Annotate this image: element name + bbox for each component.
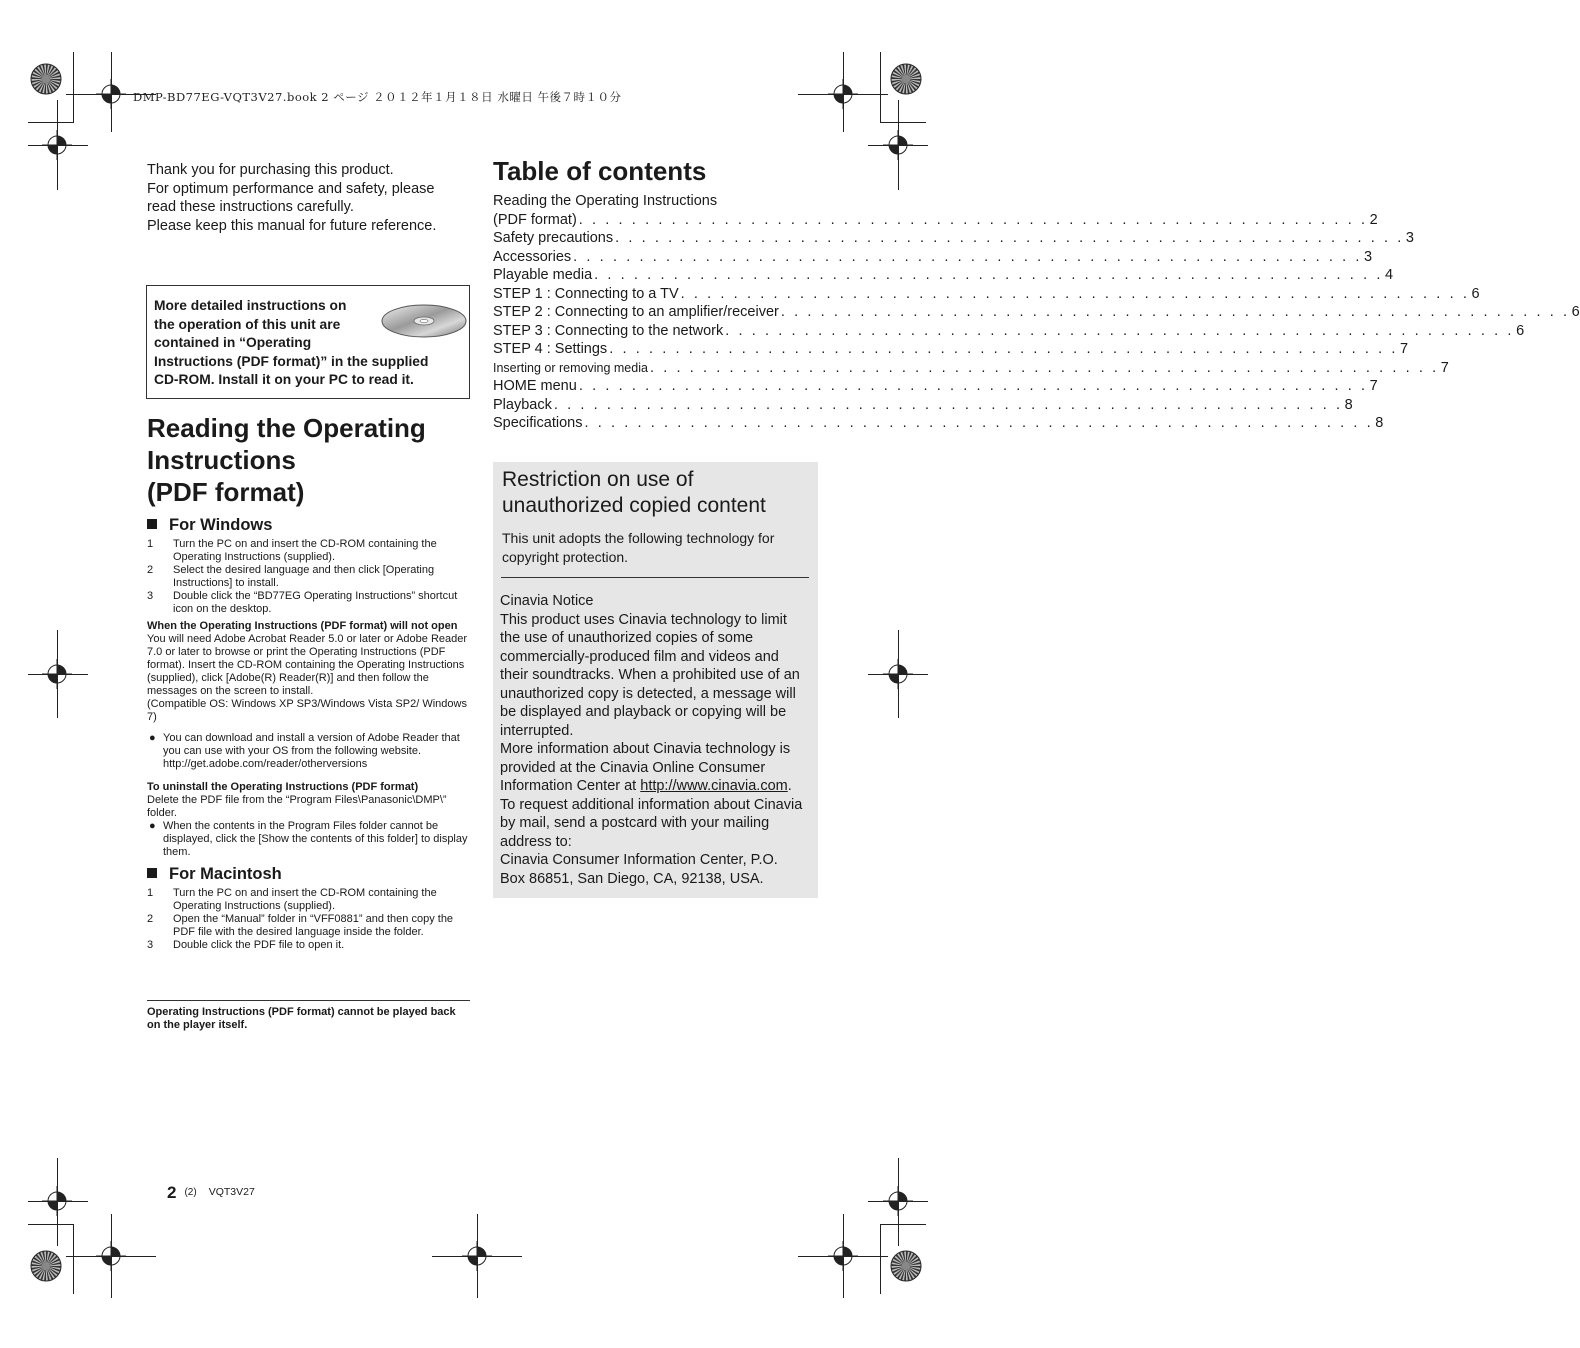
toc-entry: STEP 3 : Connecting to the network . . . . . . . . . . . . . . . . . . . . . . . . . . . . . . . . . . . . . . . . . . . . . . . . . . . . . . . . . . . . 6 — [493, 322, 1525, 339]
crop-line — [880, 122, 926, 123]
book-header-line: DMP-BD77EG-VQT3V27.book 2 ページ ２０１２年１月１８日 水曜日 午後７時１０分 — [133, 90, 622, 104]
toc-entry: Playback . . . . . . . . . . . . . . . . . . . . . . . . . . . . . . . . . . . . . . . . . . . . . . . . . . . . . . . . . . . . 8 — [493, 396, 1353, 413]
restriction-title: Restriction on use of unauthorized copied content — [502, 468, 766, 517]
toc-title: Table of contents — [493, 156, 707, 186]
toc-entry: Inserting or removing media . . . . . . . . . . . . . . . . . . . . . . . . . . . . . . . . . . . . . . . . . . . . . . . . . . . . . . . . . . . . 7 — [493, 359, 1449, 376]
leader-dots: . . . . . . . . . . . . . . . . . . . . . . . . . . . . . . . . . . . . . . . . . . . . . . . . . . . . . . . . . . . . — [649, 359, 1439, 376]
crop-line — [880, 52, 881, 122]
crop-line — [28, 1201, 88, 1202]
uninstall-heading: To uninstall the Operating Instructions (PDF format) — [147, 781, 419, 793]
macintosh-heading: For Macintosh — [147, 865, 469, 884]
bullet-icon: ● — [149, 732, 156, 744]
crop-line — [868, 1201, 928, 1202]
list-item: 1 Turn the PC on and insert the CD-ROM containing the Operating Instructions (supplied). — [147, 538, 437, 563]
crop-line — [898, 1158, 899, 1246]
bullet-icon: ● — [149, 820, 156, 832]
leader-dots: . . . . . . . . . . . . . . . . . . . . . . . . . . . . . . . . . . . . . . . . . . . . . . . . . . . . . . . . . . . . — [680, 285, 1470, 302]
crop-line — [28, 122, 74, 123]
color-star-target-icon — [30, 63, 62, 95]
toc-entry: Playable media . . . . . . . . . . . . . . . . . . . . . . . . . . . . . . . . . . . . . . . . . . . . . . . . . . . . . . . . . . . . 4 — [493, 267, 1394, 283]
not-open-heading: When the Operating Instructions (PDF format) will not open — [147, 620, 458, 632]
divider — [501, 577, 809, 578]
macintosh-steps — [147, 887, 469, 952]
reading-section-title: Reading the Operating Instructions (PDF format) — [147, 413, 426, 507]
uninstall-text: Delete the PDF file from the “Program Files\Panasonic\DMP\” folder. — [147, 794, 447, 819]
color-star-target-icon — [890, 1250, 922, 1282]
playback-note: Operating Instructions (PDF format) cannot be played back on the player itself. — [147, 1006, 456, 1031]
list-item: 1 Turn the PC on and insert the CD-ROM containing the Operating Instructions (supplied). — [147, 887, 437, 912]
toc-entry: Specifications . . . . . . . . . . . . . . . . . . . . . . . . . . . . . . . . . . . . . . . . . . . . . . . . . . . . . . . . . . . . 8 — [493, 415, 1384, 431]
doc-code: VQT3V27 — [208, 1186, 255, 1198]
crop-line — [28, 145, 88, 146]
square-bullet-icon — [147, 868, 157, 878]
toc-entry: HOME menu . . . . . . . . . . . . . . . . . . . . . . . . . . . . . . . . . . . . . . . . . . . . . . . . . . . . . . . . . . . . 7 — [493, 378, 1378, 394]
cd-rom-icon — [381, 304, 467, 338]
toc-entry: STEP 1 : Connecting to a TV . . . . . . . . . . . . . . . . . . . . . . . . . . . . . . . . . . . . . . . . . . . . . . . . . . . . . . . . . . . . 6 — [493, 285, 1480, 302]
windows-heading: For Windows — [147, 516, 469, 535]
restriction-box — [493, 462, 818, 898]
crop-line — [73, 52, 74, 122]
cinavia-notice: Cinavia Notice This product uses Cinavia technology to limit the use of unauthorized copies of some commercially-produced film and videos and their soundtracks. When a prohibited use of an unauthorized copy is detected, a message will be displayed and playback or copying will be interrupted. More information about Cinavia technology is provided at the Cinavia Online Consumer Information Center at http://www.cinavia.com. To request additional information about Cinavia by mail, send a postcard with your mailing address to: Cinavia Consumer Information Center, P.O. Box 86851, San Diego, CA, 92138, USA. — [500, 593, 803, 887]
crop-line — [111, 52, 112, 132]
windows-section — [147, 516, 469, 952]
cd-rom-notice-box: More detailed instructions on the operation of this unit are contained in “Operating Instructions (PDF format)” in the supplied CD-ROM. Install it on your PC to read it. — [146, 285, 470, 399]
color-star-target-icon — [30, 1250, 62, 1282]
leader-dots: . . . . . . . . . . . . . . . . . . . . . . . . . . . . . . . . . . . . . . . . . . . . . . . . . . . . . . . . . . . . — [780, 304, 1570, 320]
crop-line — [843, 52, 844, 132]
crop-line — [66, 1256, 156, 1257]
page-number: 2 — [167, 1183, 177, 1202]
crop-line — [57, 1158, 58, 1246]
crop-line — [880, 1224, 926, 1225]
download-bullet: ● You can download and install a version of Adobe Reader that you can use with your OS from the following website. http://get.adobe.com/reader/otherversions — [149, 732, 460, 770]
page-footer — [167, 1182, 255, 1203]
crop-line — [28, 674, 88, 675]
toc-list — [493, 192, 1580, 433]
restriction-intro: This unit adopts the following technology for copyright protection. — [502, 530, 775, 565]
crop-line — [868, 674, 928, 675]
crop-line — [798, 1256, 888, 1257]
crop-line — [432, 1256, 522, 1257]
page-ref: (2) — [184, 1187, 197, 1198]
toc-entry: STEP 4 : Settings . . . . . . . . . . . . . . . . . . . . . . . . . . . . . . . . . . . . . . . . . . . . . . . . . . . . . . . . . . . . 7 — [493, 341, 1409, 357]
list-item: 2 Select the desired language and then click [Operating Instructions] to install. — [147, 564, 435, 589]
list-item: 3 Double click the PDF file to open it. — [147, 939, 345, 951]
uninstall-bullet: ● When the contents in the Program Files folder cannot be displayed, click the [Show the contents of this folder] to display them. — [149, 820, 468, 858]
leader-dots: . . . . . . . . . . . . . . . . . . . . . . . . . . . . . . . . . . . . . . . . . . . . . . . . . . . . . . . . . . . . — [615, 230, 1404, 246]
toc-entry: Safety precautions . . . . . . . . . . . . . . . . . . . . . . . . . . . . . . . . . . . . . . . . . . . . . . . . . . . . . . . . . . . . 3 — [493, 230, 1414, 246]
crop-line — [880, 1224, 881, 1294]
leader-dots: . . . . . . . . . . . . . . . . . . . . . . . . . . . . . . . . . . . . . . . . . . . . . . . . . . . . . . . . . . . . — [578, 211, 1368, 228]
color-star-target-icon — [890, 63, 922, 95]
leader-dots: . . . . . . . . . . . . . . . . . . . . . . . . . . . . . . . . . . . . . . . . . . . . . . . . . . . . . . . . . . . . — [594, 267, 1383, 283]
crop-line — [73, 1224, 74, 1294]
compatible-os-text: (Compatible OS: Windows XP SP3/Windows Vista SP2/ Windows 7) — [147, 698, 467, 723]
leader-dots: . . . . . . . . . . . . . . . . . . . . . . . . . . . . . . . . . . . . . . . . . . . . . . . . . . . . . . . . . . . . — [584, 415, 1374, 431]
toc-entry: (PDF format) . . . . . . . . . . . . . . . . . . . . . . . . . . . . . . . . . . . . . . . . . . . . . . . . . . . . . . . . . . . . 2 — [493, 211, 1378, 228]
list-item: 2 Open the “Manual” folder in “VFF0881” and then copy the PDF file with the desired language inside the folder. — [147, 913, 454, 938]
crop-line — [798, 94, 888, 95]
crop-line — [868, 145, 928, 146]
not-open-text: You will need Adobe Acrobat Reader 5.0 or later or Adobe Reader 7.0 or later to browse or print the Operating Instructions (PDF format). Insert the CD-ROM containing the Operating Instructions (supplied), click [Adobe(R) Reader(R)] and then follow the messages on the screen to install. — [147, 633, 468, 697]
leader-dots: . . . . . . . . . . . . . . . . . . . . . . . . . . . . . . . . . . . . . . . . . . . . . . . . . . . . . . . . . . . . — [578, 378, 1368, 394]
divider — [147, 1000, 470, 1001]
leader-dots: . . . . . . . . . . . . . . . . . . . . . . . . . . . . . . . . . . . . . . . . . . . . . . . . . . . . . . . . . . . . — [725, 322, 1515, 339]
toc-entry: Accessories . . . . . . . . . . . . . . . . . . . . . . . . . . . . . . . . . . . . . . . . . . . . . . . . . . . . . . . . . . . . 3 — [493, 248, 1373, 265]
crop-line — [28, 1224, 74, 1225]
cinavia-link[interactable]: http://www.cinavia.com — [640, 778, 788, 794]
toc-first-line: Reading the Operating Instructions — [493, 193, 718, 209]
leader-dots: . . . . . . . . . . . . . . . . . . . . . . . . . . . . . . . . . . . . . . . . . . . . . . . . . . . . . . . . . . . . — [553, 396, 1343, 413]
leader-dots: . . . . . . . . . . . . . . . . . . . . . . . . . . . . . . . . . . . . . . . . . . . . . . . . . . . . . . . . . . . . — [573, 248, 1362, 265]
list-item: 3 Double click the “BD77EG Operating Instructions” shortcut icon on the desktop. — [147, 590, 458, 615]
leader-dots: . . . . . . . . . . . . . . . . . . . . . . . . . . . . . . . . . . . . . . . . . . . . . . . . . . . . . . . . . . . . — [609, 341, 1398, 357]
square-bullet-icon — [147, 519, 157, 529]
intro-paragraph: Thank you for purchasing this product. For optimum performance and safety, please read these instructions carefully. Please keep this manual for future reference. — [147, 162, 437, 234]
windows-steps — [147, 538, 469, 616]
toc-entry: STEP 2 : Connecting to an amplifier/receiver . . . . . . . . . . . . . . . . . . . . . . . . . . . . . . . . . . . . . . . . . . . . . . . . . . . . . . . . . . . . 6 — [493, 304, 1580, 320]
